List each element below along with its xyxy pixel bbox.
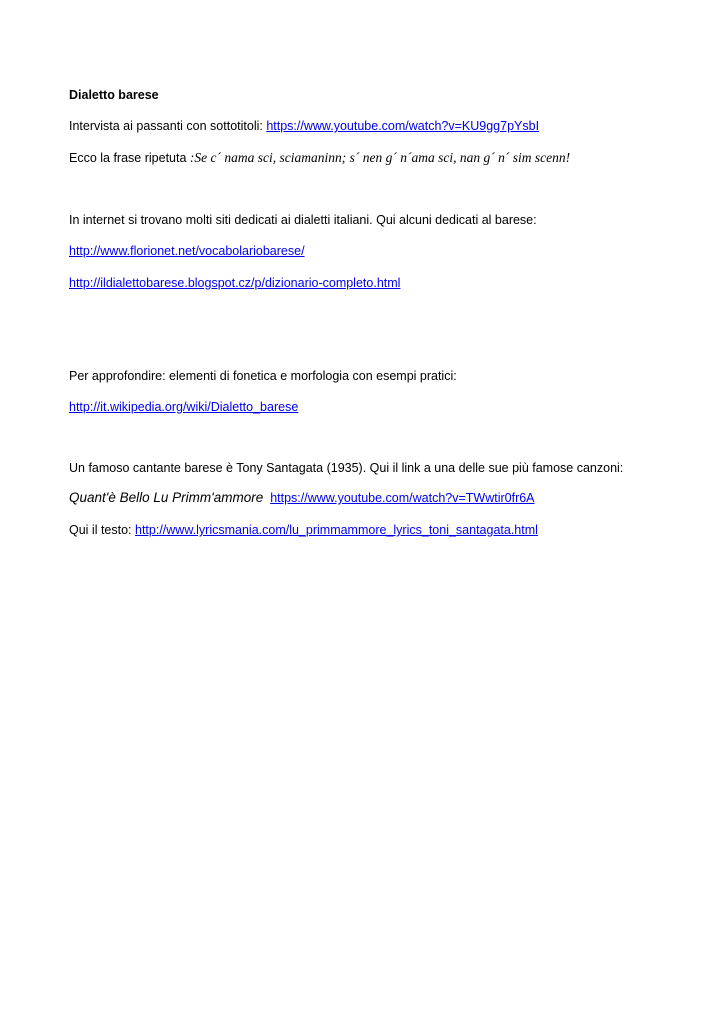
florionet-link[interactable]: http://www.florionet.net/vocabolariobarese/ [69,244,305,258]
florionet-line [69,243,305,259]
lyrics-label: Qui il testo: [69,523,135,537]
phrase-label: Ecco la frase ripetuta [69,151,190,165]
singer-intro-text: Un famoso cantante barese è Tony Santagata (1935). Qui il link a una delle sue più famose canzoni: [69,461,624,475]
phrase-text: :Se c´ nama sci, sciamaninn; s´ nen g´ n´ama sci, nan g´ n´ sim scenn! [189,150,571,165]
blogspot-dictionary-link[interactable]: http://ildialettobarese.blogspot.cz/p/dizionario-completo.html [69,276,401,290]
song-youtube-link[interactable]: https://www.youtube.com/watch?v=TWwtir0fr6A [270,491,535,505]
phrase-line [69,150,570,166]
document-title: Dialetto barese [69,88,159,102]
song-line [69,490,535,506]
wikipedia-line [69,399,298,415]
blogspot-line [69,275,400,291]
further-reading-text: Per approfondire: elementi di fonetica e morfologia con esempi pratici: [69,369,457,383]
internet-intro-text: In internet si trovano molti siti dedicati ai dialetti italiani. Qui alcuni dedicati al barese: [69,213,537,227]
song-title: Quant'è Bello Lu Primm'ammore [69,490,264,505]
wikipedia-link[interactable]: http://it.wikipedia.org/wiki/Dialetto_barese [69,400,299,414]
lyrics-link[interactable]: http://www.lyricsmania.com/lu_primmammore_lyrics_toni_santagata.html [135,523,538,537]
interview-line [69,118,539,134]
lyrics-line [69,522,538,538]
interview-youtube-link[interactable]: https://www.youtube.com/watch?v=KU9gg7pYsbI [266,119,540,133]
interview-label: Intervista ai passanti con sottotitoli: [69,119,267,133]
